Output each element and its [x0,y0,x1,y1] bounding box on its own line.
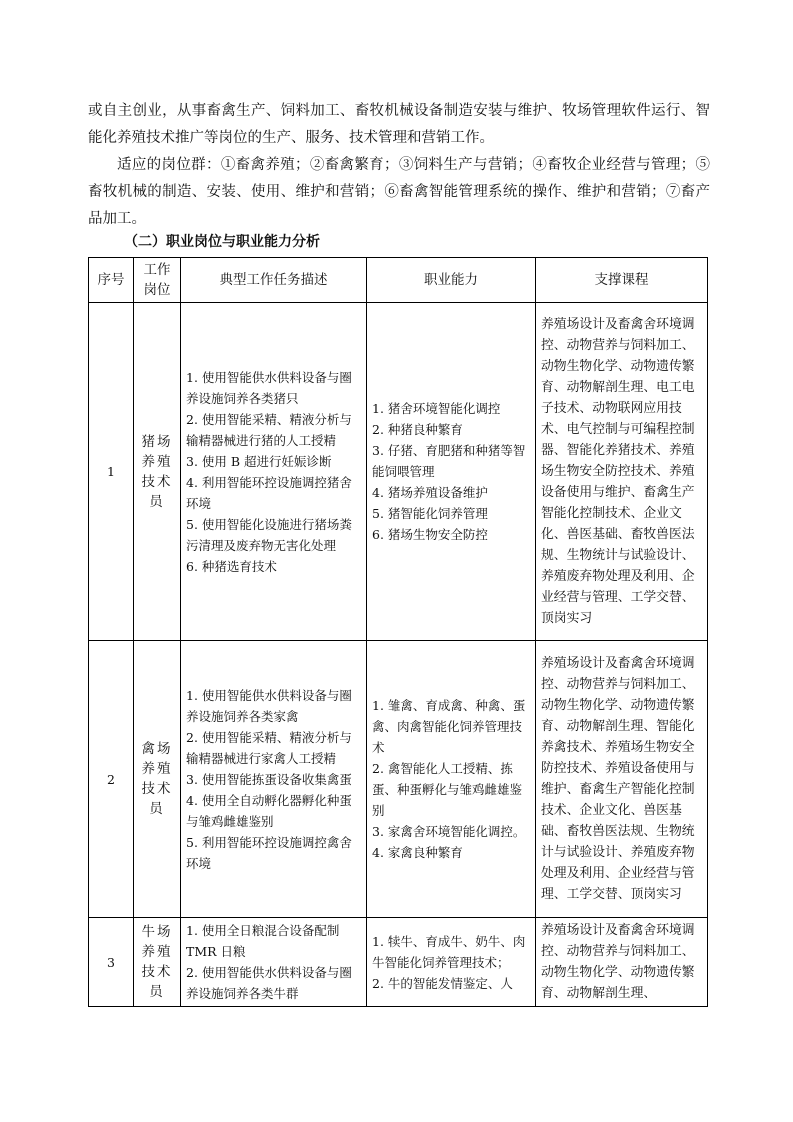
task-item: 1. 使用智能供水供料设备与圈养设施饲养各类猪只 [186,369,352,406]
ability-item: 3. 家禽舍环境智能化调控。 [372,824,526,839]
header-tasks: 典型工作任务描述 [181,258,367,303]
ability-item: 1. 猪舍环境智能化调控 [372,401,501,416]
ability-item: 2. 牛的智能发情鉴定、人 [372,975,513,991]
header-no: 序号 [89,258,134,303]
ability-item: 4. 猪场养殖设备维护 [372,485,488,500]
table-header-row [89,258,708,303]
row-post: 猪场养殖技术员 [134,303,181,641]
task-item: 5. 使用智能化设施进行猪场粪污清理及废弃物无害化处理 [186,516,352,553]
task-item: 5. 利用智能环控设施调控禽舍环境 [186,834,352,871]
header-courses: 支撑课程 [536,258,708,303]
task-item: 3. 使用 B 超进行妊娠诊断 [186,453,332,469]
ability-item: 2. 种猪良种繁育 [372,422,463,437]
row-tasks [181,918,367,1007]
row-post: 牛场养殖技术员 [134,918,181,1007]
row-tasks [181,303,367,641]
row-no: 2 [89,641,134,918]
section-title: （二）职业岗位与职业能力分析 [124,234,320,250]
task-item: 2. 使用智能采精、精液分析与输精器械进行猪的人工授精 [186,411,352,448]
career-ability-table [88,257,708,1007]
table-row [89,303,708,641]
table-row [89,918,708,1007]
row-tasks [181,641,367,918]
row-ability [367,303,536,641]
task-item: 2. 使用智能供水供料设备与圈养设施饲养各类牛群 [186,965,352,1001]
post-group-paragraph: 适应的岗位群：①畜禽养殖；②畜禽繁育；③饲料生产与营销；④畜牧企业经营与管理；⑤畜牧机械的制造、安装、使用、维护和营销；⑥畜禽智能管理系统的操作、维护和营销；⑦畜产品加工。 [88,157,710,227]
task-item: 4. 利用智能环控设施调控猪舍环境 [186,474,352,511]
ability-item: 1. 雏禽、育成禽、种禽、蛋禽、肉禽智能化饲养管理技术 [372,698,526,755]
row-post: 禽场养殖技术员 [134,641,181,918]
task-item: 4. 使用全自动孵化器孵化种蛋与雏鸡雌雄鉴别 [186,792,352,829]
table-row [89,641,708,918]
ability-item: 2. 禽智能化人工授精、拣蛋、种蛋孵化与雏鸡雌雄鉴别 [372,761,523,818]
header-ability: 职业能力 [367,258,536,303]
row-courses: 养殖场设计及畜禽舍环境调控、动物营养与饲料加工、动物生物化学、动物遗传繁育、动物解剖生理、智能化养禽技术、养殖场生物安全防控技术、养殖设备使用与维护、畜禽生产智能化控制技术、企业文化、兽医基础、畜牧兽医法规、生物统计与试验设计、养殖废弃物处理及利用、企业经营与管理、工学交替、顶岗实习 [536,641,708,918]
row-courses: 养殖场设计及畜禽舍环境调控、动物营养与饲料加工、动物生物化学、动物遗传繁育、动物解剖生理、电工电子技术、动物联网应用技术、电气控制与可编程控制器、智能化养猪技术、养殖场生物安全防控技术、养殖设备使用与维护、畜禽生产智能化控制技术、企业文化、兽医基础、畜牧兽医法规、生物统计与试验设计、养殖废弃物处理及利用、企业经营与管理、工学交替、顶岗实习 [536,303,708,641]
task-item: 1. 使用全日粮混合设备配制 TMR 日粮 [186,923,340,959]
row-ability [367,641,536,918]
task-item: 6. 种猪选育技术 [186,558,277,574]
ability-item: 5. 猪智能化饲养管理 [372,506,488,521]
task-item: 1. 使用智能供水供料设备与圈养设施饲养各类家禽 [186,687,352,724]
ability-item: 6. 猪场生物安全防控 [372,527,488,542]
task-item: 2. 使用智能采精、精液分析与输精器械进行家禽人工授精 [186,729,352,766]
intro-paragraph: 或自主创业，从事畜禽生产、饲料加工、畜牧机械设备制造安装与维护、牧场管理软件运行、智能化养殖技术推广等岗位的生产、服务、技术管理和营销工作。 [88,103,710,146]
task-item: 3. 使用智能拣蛋设备收集禽蛋 [186,771,352,787]
row-courses: 养殖场设计及畜禽舍环境调控、动物营养与饲料加工、动物生物化学、动物遗传繁育、动物解剖生理、 [536,918,708,1007]
ability-item: 1. 犊牛、育成牛、奶牛、肉牛智能化饲养管理技术； [372,933,526,970]
ability-item: 4. 家禽良种繁育 [372,845,463,860]
row-no: 3 [89,918,134,1007]
header-post: 工作岗位 [134,258,181,303]
row-no: 1 [89,303,134,641]
ability-item: 3. 仔猪、育肥猪和种猪等智能饲喂管理 [372,443,526,479]
row-ability [367,918,536,1007]
